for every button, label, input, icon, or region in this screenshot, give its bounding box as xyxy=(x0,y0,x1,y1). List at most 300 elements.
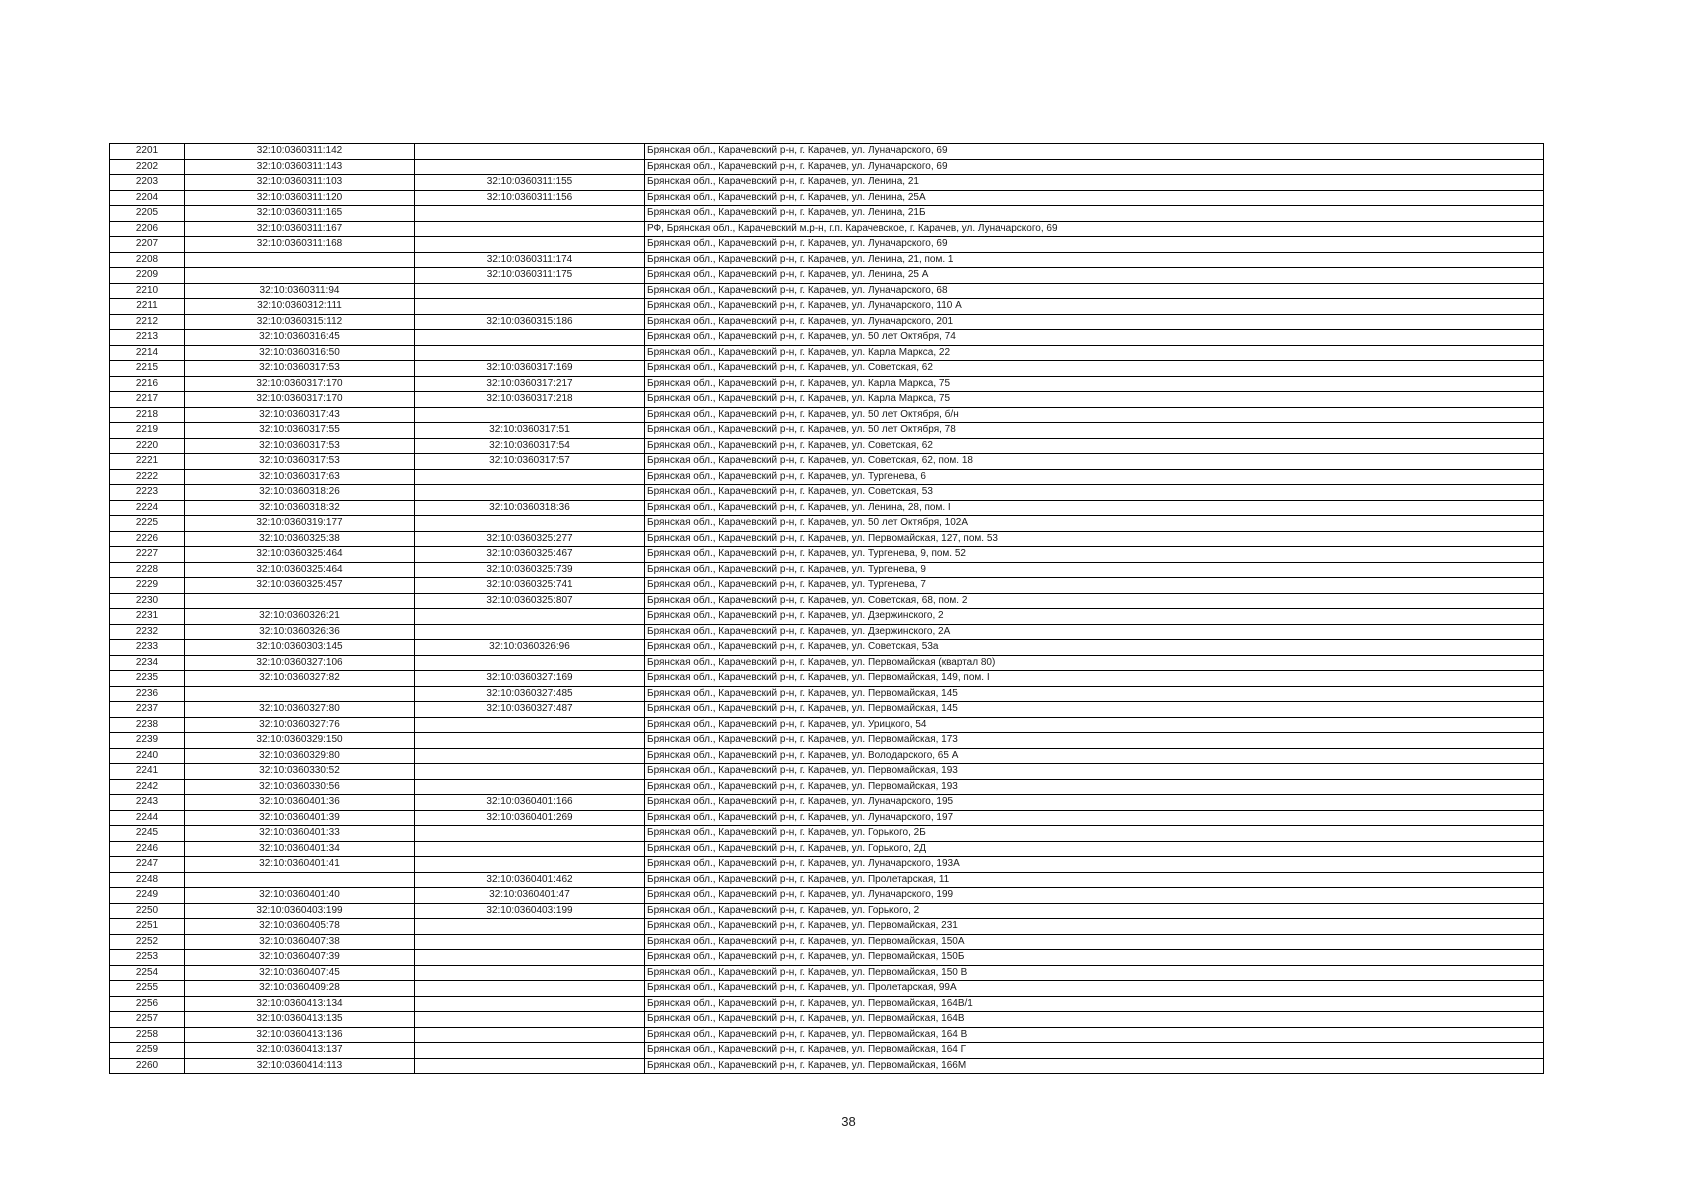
row-number-cell: 2249 xyxy=(110,888,185,904)
address-cell: Брянская обл., Карачевский р-н, г. Карачев, ул. Первомайская, 149, пом. I xyxy=(645,671,1544,687)
address-cell: Брянская обл., Карачевский р-н, г. Карачев, ул. Пролетарская, 11 xyxy=(645,872,1544,888)
address-cell: Брянская обл., Карачевский р-н, г. Карачев, ул. Дзержинского, 2А xyxy=(645,624,1544,640)
table-row xyxy=(110,655,1544,671)
address-cell: Брянская обл., Карачевский р-н, г. Карачев, ул. Луначарского, 201 xyxy=(645,314,1544,330)
related-cadastral-number-cell xyxy=(415,1027,645,1043)
related-cadastral-number-cell: 32:10:0360317:54 xyxy=(415,438,645,454)
row-number-cell: 2238 xyxy=(110,717,185,733)
row-number-cell: 2250 xyxy=(110,903,185,919)
cadastral-number-cell: 32:10:0360311:143 xyxy=(185,159,415,175)
table-row xyxy=(110,1043,1544,1059)
related-cadastral-number-cell xyxy=(415,826,645,842)
cadastral-number-cell: 32:10:0360317:43 xyxy=(185,407,415,423)
table-row xyxy=(110,361,1544,377)
row-number-cell: 2245 xyxy=(110,826,185,842)
cadastral-number-cell: 32:10:0360311:165 xyxy=(185,206,415,222)
table-row xyxy=(110,903,1544,919)
cadastral-number-cell: 32:10:0360330:52 xyxy=(185,764,415,780)
address-cell: Брянская обл., Карачевский р-н, г. Карачев, ул. Ленина, 25А xyxy=(645,190,1544,206)
related-cadastral-number-cell xyxy=(415,469,645,485)
address-cell: Брянская обл., Карачевский р-н, г. Карачев, ул. Первомайская (квартал 80) xyxy=(645,655,1544,671)
address-cell: Брянская обл., Карачевский р-н, г. Карачев, ул. Луначарского, 197 xyxy=(645,810,1544,826)
address-cell: Брянская обл., Карачевский р-н, г. Карачев, ул. Ленина, 25 А xyxy=(645,268,1544,284)
related-cadastral-number-cell: 32:10:0360311:175 xyxy=(415,268,645,284)
row-number-cell: 2237 xyxy=(110,702,185,718)
table-row xyxy=(110,376,1544,392)
table-row xyxy=(110,345,1544,361)
related-cadastral-number-cell xyxy=(415,345,645,361)
address-cell: Брянская обл., Карачевский р-н, г. Карачев, ул. Первомайская, 150 В xyxy=(645,965,1544,981)
address-cell: Брянская обл., Карачевский р-н, г. Карачев, ул. Горького, 2 xyxy=(645,903,1544,919)
table-row xyxy=(110,1012,1544,1028)
address-cell: Брянская обл., Карачевский р-н, г. Карачев, ул. Тургенева, 7 xyxy=(645,578,1544,594)
row-number-cell: 2248 xyxy=(110,872,185,888)
row-number-cell: 2213 xyxy=(110,330,185,346)
related-cadastral-number-cell xyxy=(415,624,645,640)
cadastral-number-cell: 32:10:0360414:113 xyxy=(185,1058,415,1074)
table-row xyxy=(110,578,1544,594)
cadastral-number-cell xyxy=(185,268,415,284)
cadastral-number-cell: 32:10:0360326:21 xyxy=(185,609,415,625)
cadastral-number-cell: 32:10:0360326:36 xyxy=(185,624,415,640)
row-number-cell: 2239 xyxy=(110,733,185,749)
related-cadastral-number-cell xyxy=(415,221,645,237)
table-row xyxy=(110,190,1544,206)
related-cadastral-number-cell: 32:10:0360325:807 xyxy=(415,593,645,609)
related-cadastral-number-cell xyxy=(415,981,645,997)
cadastral-number-cell: 32:10:0360317:53 xyxy=(185,438,415,454)
related-cadastral-number-cell xyxy=(415,934,645,950)
cadastral-number-cell xyxy=(185,872,415,888)
row-number-cell: 2203 xyxy=(110,175,185,191)
related-cadastral-number-cell: 32:10:0360401:166 xyxy=(415,795,645,811)
cadastral-number-cell xyxy=(185,593,415,609)
address-cell: Брянская обл., Карачевский р-н, г. Карачев, ул. Володарского, 65 А xyxy=(645,748,1544,764)
related-cadastral-number-cell: 32:10:0360401:462 xyxy=(415,872,645,888)
address-cell: Брянская обл., Карачевский р-н, г. Карачев, ул. Первомайская, 164В xyxy=(645,1012,1544,1028)
cadastral-number-cell: 32:10:0360401:33 xyxy=(185,826,415,842)
table-row xyxy=(110,841,1544,857)
cadastral-number-cell: 32:10:0360325:464 xyxy=(185,547,415,563)
address-cell: Брянская обл., Карачевский р-н, г. Карачев, ул. Горького, 2Д xyxy=(645,841,1544,857)
related-cadastral-number-cell: 32:10:0360317:217 xyxy=(415,376,645,392)
cadastral-number-cell: 32:10:0360413:137 xyxy=(185,1043,415,1059)
table-row xyxy=(110,206,1544,222)
table-row xyxy=(110,330,1544,346)
cadastral-number-cell: 32:10:0360413:134 xyxy=(185,996,415,1012)
cadastral-number-cell: 32:10:0360407:45 xyxy=(185,965,415,981)
cadastral-number-cell: 32:10:0360317:63 xyxy=(185,469,415,485)
address-cell: Брянская обл., Карачевский р-н, г. Карачев, ул. 50 лет Октября, б/н xyxy=(645,407,1544,423)
row-number-cell: 2230 xyxy=(110,593,185,609)
table-row xyxy=(110,516,1544,532)
related-cadastral-number-cell xyxy=(415,237,645,253)
address-cell: Брянская обл., Карачевский р-н, г. Карачев, ул. Ленина, 28, пом. I xyxy=(645,500,1544,516)
table-row xyxy=(110,438,1544,454)
table-row xyxy=(110,795,1544,811)
row-number-cell: 2253 xyxy=(110,950,185,966)
row-number-cell: 2233 xyxy=(110,640,185,656)
cadastral-number-cell: 32:10:0360327:76 xyxy=(185,717,415,733)
row-number-cell: 2258 xyxy=(110,1027,185,1043)
related-cadastral-number-cell: 32:10:0360317:51 xyxy=(415,423,645,439)
related-cadastral-number-cell xyxy=(415,159,645,175)
address-cell: Брянская обл., Карачевский р-н, г. Карачев, ул. Луначарского, 69 xyxy=(645,237,1544,253)
address-cell: Брянская обл., Карачевский р-н, г. Карачев, ул. Ленина, 21 xyxy=(645,175,1544,191)
row-number-cell: 2244 xyxy=(110,810,185,826)
data-table xyxy=(109,143,1544,1074)
table-row xyxy=(110,857,1544,873)
row-number-cell: 2232 xyxy=(110,624,185,640)
address-cell: Брянская обл., Карачевский р-н, г. Карачев, ул. Первомайская, 193 xyxy=(645,764,1544,780)
related-cadastral-number-cell xyxy=(415,516,645,532)
cadastral-number-cell: 32:10:0360401:34 xyxy=(185,841,415,857)
cadastral-number-cell: 32:10:0360317:53 xyxy=(185,361,415,377)
table-row xyxy=(110,500,1544,516)
address-cell: Брянская обл., Карачевский р-н, г. Карачев, ул. Советская, 62 xyxy=(645,438,1544,454)
cadastral-number-cell: 32:10:0360317:170 xyxy=(185,376,415,392)
row-number-cell: 2240 xyxy=(110,748,185,764)
address-cell: Брянская обл., Карачевский р-н, г. Карачев, ул. Луначарского, 195 xyxy=(645,795,1544,811)
table-row xyxy=(110,314,1544,330)
table-row xyxy=(110,485,1544,501)
address-cell: Брянская обл., Карачевский р-н, г. Карачев, ул. Первомайская, 164В/1 xyxy=(645,996,1544,1012)
row-number-cell: 2220 xyxy=(110,438,185,454)
address-cell: Брянская обл., Карачевский р-н, г. Карачев, ул. Советская, 68, пом. 2 xyxy=(645,593,1544,609)
row-number-cell: 2218 xyxy=(110,407,185,423)
row-number-cell: 2247 xyxy=(110,857,185,873)
address-cell: Брянская обл., Карачевский р-н, г. Карачев, ул. Советская, 53 xyxy=(645,485,1544,501)
related-cadastral-number-cell: 32:10:0360315:186 xyxy=(415,314,645,330)
address-cell: Брянская обл., Карачевский р-н, г. Карачев, ул. Ленина, 21, пом. 1 xyxy=(645,252,1544,268)
row-number-cell: 2260 xyxy=(110,1058,185,1074)
related-cadastral-number-cell xyxy=(415,407,645,423)
table-row xyxy=(110,531,1544,547)
cadastral-number-cell: 32:10:0360327:80 xyxy=(185,702,415,718)
table-row xyxy=(110,733,1544,749)
row-number-cell: 2243 xyxy=(110,795,185,811)
row-number-cell: 2252 xyxy=(110,934,185,950)
row-number-cell: 2207 xyxy=(110,237,185,253)
table-row xyxy=(110,702,1544,718)
cadastral-number-cell: 32:10:0360312:111 xyxy=(185,299,415,315)
table-row xyxy=(110,748,1544,764)
related-cadastral-number-cell xyxy=(415,1058,645,1074)
row-number-cell: 2225 xyxy=(110,516,185,532)
table-row xyxy=(110,671,1544,687)
address-cell: Брянская обл., Карачевский р-н, г. Карачев, ул. Первомайская, 166М xyxy=(645,1058,1544,1074)
row-number-cell: 2201 xyxy=(110,144,185,160)
row-number-cell: 2212 xyxy=(110,314,185,330)
row-number-cell: 2206 xyxy=(110,221,185,237)
row-number-cell: 2204 xyxy=(110,190,185,206)
cadastral-number-cell xyxy=(185,686,415,702)
table-row xyxy=(110,640,1544,656)
address-cell: Брянская обл., Карачевский р-н, г. Карачев, ул. Советская, 53а xyxy=(645,640,1544,656)
row-number-cell: 2256 xyxy=(110,996,185,1012)
address-cell: Брянская обл., Карачевский р-н, г. Карачев, ул. Тургенева, 6 xyxy=(645,469,1544,485)
cadastral-number-cell: 32:10:0360413:135 xyxy=(185,1012,415,1028)
table-row xyxy=(110,454,1544,470)
cadastral-number-cell: 32:10:0360329:150 xyxy=(185,733,415,749)
address-cell: Брянская обл., Карачевский р-н, г. Карачев, ул. Луначарского, 69 xyxy=(645,144,1544,160)
table-row xyxy=(110,221,1544,237)
cadastral-number-cell: 32:10:0360401:39 xyxy=(185,810,415,826)
address-cell: Брянская обл., Карачевский р-н, г. Карачев, ул. Советская, 62, пом. 18 xyxy=(645,454,1544,470)
cadastral-number-cell: 32:10:0360317:53 xyxy=(185,454,415,470)
table-row xyxy=(110,872,1544,888)
row-number-cell: 2234 xyxy=(110,655,185,671)
row-number-cell: 2229 xyxy=(110,578,185,594)
row-number-cell: 2211 xyxy=(110,299,185,315)
row-number-cell: 2227 xyxy=(110,547,185,563)
address-cell: Брянская обл., Карачевский р-н, г. Карачев, ул. Луначарского, 110 А xyxy=(645,299,1544,315)
cadastral-number-cell: 32:10:0360311:168 xyxy=(185,237,415,253)
cadastral-number-cell: 32:10:0360329:80 xyxy=(185,748,415,764)
cadastral-number-cell: 32:10:0360319:177 xyxy=(185,516,415,532)
related-cadastral-number-cell: 32:10:0360325:277 xyxy=(415,531,645,547)
cadastral-number-cell: 32:10:0360318:26 xyxy=(185,485,415,501)
cadastral-number-cell: 32:10:0360407:38 xyxy=(185,934,415,950)
table-row xyxy=(110,624,1544,640)
related-cadastral-number-cell: 32:10:0360401:269 xyxy=(415,810,645,826)
row-number-cell: 2219 xyxy=(110,423,185,439)
table-row xyxy=(110,175,1544,191)
address-cell: Брянская обл., Карачевский р-н, г. Карачев, ул. Первомайская, 164 Г xyxy=(645,1043,1544,1059)
related-cadastral-number-cell xyxy=(415,717,645,733)
address-cell: Брянская обл., Карачевский р-н, г. Карачев, ул. Ленина, 21Б xyxy=(645,206,1544,222)
related-cadastral-number-cell xyxy=(415,950,645,966)
page-number: 38 xyxy=(841,1114,856,1129)
cadastral-number-cell: 32:10:0360409:28 xyxy=(185,981,415,997)
row-number-cell: 2224 xyxy=(110,500,185,516)
related-cadastral-number-cell xyxy=(415,299,645,315)
address-cell: Брянская обл., Карачевский р-н, г. Карачев, ул. Луначарского, 69 xyxy=(645,159,1544,175)
related-cadastral-number-cell: 32:10:0360325:739 xyxy=(415,562,645,578)
row-number-cell: 2241 xyxy=(110,764,185,780)
table-row xyxy=(110,562,1544,578)
table-row xyxy=(110,392,1544,408)
cadastral-number-cell: 32:10:0360311:120 xyxy=(185,190,415,206)
address-cell: Брянская обл., Карачевский р-н, г. Карачев, ул. Луначарского, 68 xyxy=(645,283,1544,299)
table-row xyxy=(110,717,1544,733)
address-cell: Брянская обл., Карачевский р-н, г. Карачев, ул. 50 лет Октября, 102А xyxy=(645,516,1544,532)
cadastral-number-cell: 32:10:0360413:136 xyxy=(185,1027,415,1043)
cadastral-number-cell: 32:10:0360311:94 xyxy=(185,283,415,299)
table-row xyxy=(110,934,1544,950)
cadastral-number-cell: 32:10:0360401:41 xyxy=(185,857,415,873)
cadastral-number-cell: 32:10:0360325:464 xyxy=(185,562,415,578)
row-number-cell: 2228 xyxy=(110,562,185,578)
cadastral-number-cell: 32:10:0360403:199 xyxy=(185,903,415,919)
address-cell: Брянская обл., Карачевский р-н, г. Карачев, ул. Тургенева, 9, пом. 52 xyxy=(645,547,1544,563)
related-cadastral-number-cell: 32:10:0360317:218 xyxy=(415,392,645,408)
address-cell: Брянская обл., Карачевский р-н, г. Карачев, ул. Дзержинского, 2 xyxy=(645,609,1544,625)
related-cadastral-number-cell: 32:10:0360311:155 xyxy=(415,175,645,191)
cadastral-number-cell: 32:10:0360317:55 xyxy=(185,423,415,439)
row-number-cell: 2222 xyxy=(110,469,185,485)
address-cell: Брянская обл., Карачевский р-н, г. Карачев, ул. Первомайская, 145 xyxy=(645,686,1544,702)
row-number-cell: 2210 xyxy=(110,283,185,299)
related-cadastral-number-cell: 32:10:0360326:96 xyxy=(415,640,645,656)
address-cell: Брянская обл., Карачевский р-н, г. Карачев, ул. Пролетарская, 99А xyxy=(645,981,1544,997)
address-cell: Брянская обл., Карачевский р-н, г. Карачев, ул. Карла Маркса, 75 xyxy=(645,376,1544,392)
related-cadastral-number-cell xyxy=(415,857,645,873)
cadastral-number-cell: 32:10:0360325:457 xyxy=(185,578,415,594)
row-number-cell: 2255 xyxy=(110,981,185,997)
table-row xyxy=(110,810,1544,826)
cadastral-number-cell: 32:10:0360401:40 xyxy=(185,888,415,904)
table-row xyxy=(110,609,1544,625)
related-cadastral-number-cell: 32:10:0360403:199 xyxy=(415,903,645,919)
table-row xyxy=(110,299,1544,315)
cadastral-number-cell: 32:10:0360315:112 xyxy=(185,314,415,330)
related-cadastral-number-cell: 32:10:0360317:169 xyxy=(415,361,645,377)
related-cadastral-number-cell xyxy=(415,283,645,299)
address-cell: Брянская обл., Карачевский р-н, г. Карачев, ул. Первомайская, 173 xyxy=(645,733,1544,749)
row-number-cell: 2216 xyxy=(110,376,185,392)
related-cadastral-number-cell: 32:10:0360311:156 xyxy=(415,190,645,206)
table-row xyxy=(110,237,1544,253)
address-cell: Брянская обл., Карачевский р-н, г. Карачев, ул. Первомайская, 127, пом. 53 xyxy=(645,531,1544,547)
address-cell: Брянская обл., Карачевский р-н, г. Карачев, ул. Тургенева, 9 xyxy=(645,562,1544,578)
related-cadastral-number-cell: 32:10:0360401:47 xyxy=(415,888,645,904)
related-cadastral-number-cell xyxy=(415,655,645,671)
address-cell: Брянская обл., Карачевский р-н, г. Карачев, ул. Луначарского, 193А xyxy=(645,857,1544,873)
address-cell: Брянская обл., Карачевский р-н, г. Карачев, ул. Карла Маркса, 22 xyxy=(645,345,1544,361)
address-cell: Брянская обл., Карачевский р-н, г. Карачев, ул. Советская, 62 xyxy=(645,361,1544,377)
table-row xyxy=(110,593,1544,609)
related-cadastral-number-cell xyxy=(415,996,645,1012)
cadastral-number-cell: 32:10:0360330:56 xyxy=(185,779,415,795)
related-cadastral-number-cell xyxy=(415,733,645,749)
row-number-cell: 2221 xyxy=(110,454,185,470)
address-cell: Брянская обл., Карачевский р-н, г. Карачев, ул. 50 лет Октября, 74 xyxy=(645,330,1544,346)
table-row xyxy=(110,283,1544,299)
related-cadastral-number-cell xyxy=(415,779,645,795)
related-cadastral-number-cell: 32:10:0360325:741 xyxy=(415,578,645,594)
row-number-cell: 2209 xyxy=(110,268,185,284)
table-row xyxy=(110,469,1544,485)
related-cadastral-number-cell xyxy=(415,1043,645,1059)
related-cadastral-number-cell: 32:10:0360317:57 xyxy=(415,454,645,470)
table-row xyxy=(110,965,1544,981)
address-cell: Брянская обл., Карачевский р-н, г. Карачев, ул. Карла Маркса, 75 xyxy=(645,392,1544,408)
address-cell: Брянская обл., Карачевский р-н, г. Карачев, ул. Первомайская, 145 xyxy=(645,702,1544,718)
row-number-cell: 2214 xyxy=(110,345,185,361)
related-cadastral-number-cell xyxy=(415,841,645,857)
table-row xyxy=(110,252,1544,268)
table-row xyxy=(110,159,1544,175)
cadastral-number-cell: 32:10:0360303:145 xyxy=(185,640,415,656)
related-cadastral-number-cell xyxy=(415,965,645,981)
cadastral-number-cell: 32:10:0360325:38 xyxy=(185,531,415,547)
row-number-cell: 2202 xyxy=(110,159,185,175)
cadastral-number-cell: 32:10:0360311:103 xyxy=(185,175,415,191)
address-cell: Брянская обл., Карачевский р-н, г. Карачев, ул. Первомайская, 150Б xyxy=(645,950,1544,966)
table-row xyxy=(110,764,1544,780)
related-cadastral-number-cell: 32:10:0360327:487 xyxy=(415,702,645,718)
row-number-cell: 2215 xyxy=(110,361,185,377)
row-number-cell: 2231 xyxy=(110,609,185,625)
cadastral-number-cell: 32:10:0360311:142 xyxy=(185,144,415,160)
table-row xyxy=(110,547,1544,563)
related-cadastral-number-cell xyxy=(415,144,645,160)
address-cell: РФ, Брянская обл., Карачевский м.р-н, г.п. Карачевское, г. Карачев, ул. Луначарского, 69 xyxy=(645,221,1544,237)
related-cadastral-number-cell: 32:10:0360327:485 xyxy=(415,686,645,702)
row-number-cell: 2223 xyxy=(110,485,185,501)
related-cadastral-number-cell: 32:10:0360327:169 xyxy=(415,671,645,687)
cadastral-number-cell: 32:10:0360327:82 xyxy=(185,671,415,687)
row-number-cell: 2226 xyxy=(110,531,185,547)
cadastral-number-cell: 32:10:0360311:167 xyxy=(185,221,415,237)
table-row xyxy=(110,981,1544,997)
address-cell: Брянская обл., Карачевский р-н, г. Карачев, ул. Первомайская, 164 В xyxy=(645,1027,1544,1043)
table-body xyxy=(110,144,1544,1074)
related-cadastral-number-cell: 32:10:0360318:36 xyxy=(415,500,645,516)
related-cadastral-number-cell xyxy=(415,748,645,764)
row-number-cell: 2217 xyxy=(110,392,185,408)
related-cadastral-number-cell xyxy=(415,1012,645,1028)
address-cell: Брянская обл., Карачевский р-н, г. Карачев, ул. Первомайская, 231 xyxy=(645,919,1544,935)
table-row xyxy=(110,1058,1544,1074)
table-row xyxy=(110,996,1544,1012)
related-cadastral-number-cell: 32:10:0360311:174 xyxy=(415,252,645,268)
row-number-cell: 2259 xyxy=(110,1043,185,1059)
cadastral-number-cell: 32:10:0360317:170 xyxy=(185,392,415,408)
row-number-cell: 2205 xyxy=(110,206,185,222)
address-cell: Брянская обл., Карачевский р-н, г. Карачев, ул. Первомайская, 193 xyxy=(645,779,1544,795)
cadastral-number-cell: 32:10:0360407:39 xyxy=(185,950,415,966)
table-row xyxy=(110,950,1544,966)
table-row xyxy=(110,826,1544,842)
cadastral-number-cell: 32:10:0360327:106 xyxy=(185,655,415,671)
row-number-cell: 2235 xyxy=(110,671,185,687)
address-cell: Брянская обл., Карачевский р-н, г. Карачев, ул. Урицкого, 54 xyxy=(645,717,1544,733)
cadastral-number-cell xyxy=(185,252,415,268)
table-row xyxy=(110,686,1544,702)
table-row xyxy=(110,423,1544,439)
related-cadastral-number-cell xyxy=(415,206,645,222)
cadastral-number-cell: 32:10:0360316:45 xyxy=(185,330,415,346)
related-cadastral-number-cell xyxy=(415,919,645,935)
row-number-cell: 2257 xyxy=(110,1012,185,1028)
row-number-cell: 2242 xyxy=(110,779,185,795)
address-cell: Брянская обл., Карачевский р-н, г. Карачев, ул. 50 лет Октября, 78 xyxy=(645,423,1544,439)
table-row xyxy=(110,407,1544,423)
row-number-cell: 2251 xyxy=(110,919,185,935)
table-row xyxy=(110,1027,1544,1043)
table-row xyxy=(110,268,1544,284)
address-cell: Брянская обл., Карачевский р-н, г. Карачев, ул. Первомайская, 150А xyxy=(645,934,1544,950)
row-number-cell: 2208 xyxy=(110,252,185,268)
cadastral-number-cell: 32:10:0360316:50 xyxy=(185,345,415,361)
row-number-cell: 2246 xyxy=(110,841,185,857)
related-cadastral-number-cell xyxy=(415,764,645,780)
related-cadastral-number-cell: 32:10:0360325:467 xyxy=(415,547,645,563)
table-row xyxy=(110,144,1544,160)
address-cell: Брянская обл., Карачевский р-н, г. Карачев, ул. Луначарского, 199 xyxy=(645,888,1544,904)
related-cadastral-number-cell xyxy=(415,330,645,346)
cadastral-number-cell: 32:10:0360405:78 xyxy=(185,919,415,935)
address-cell: Брянская обл., Карачевский р-н, г. Карачев, ул. Горького, 2Б xyxy=(645,826,1544,842)
related-cadastral-number-cell xyxy=(415,609,645,625)
table-row xyxy=(110,919,1544,935)
table-row xyxy=(110,888,1544,904)
table-row xyxy=(110,779,1544,795)
cadastral-number-cell: 32:10:0360401:36 xyxy=(185,795,415,811)
row-number-cell: 2236 xyxy=(110,686,185,702)
